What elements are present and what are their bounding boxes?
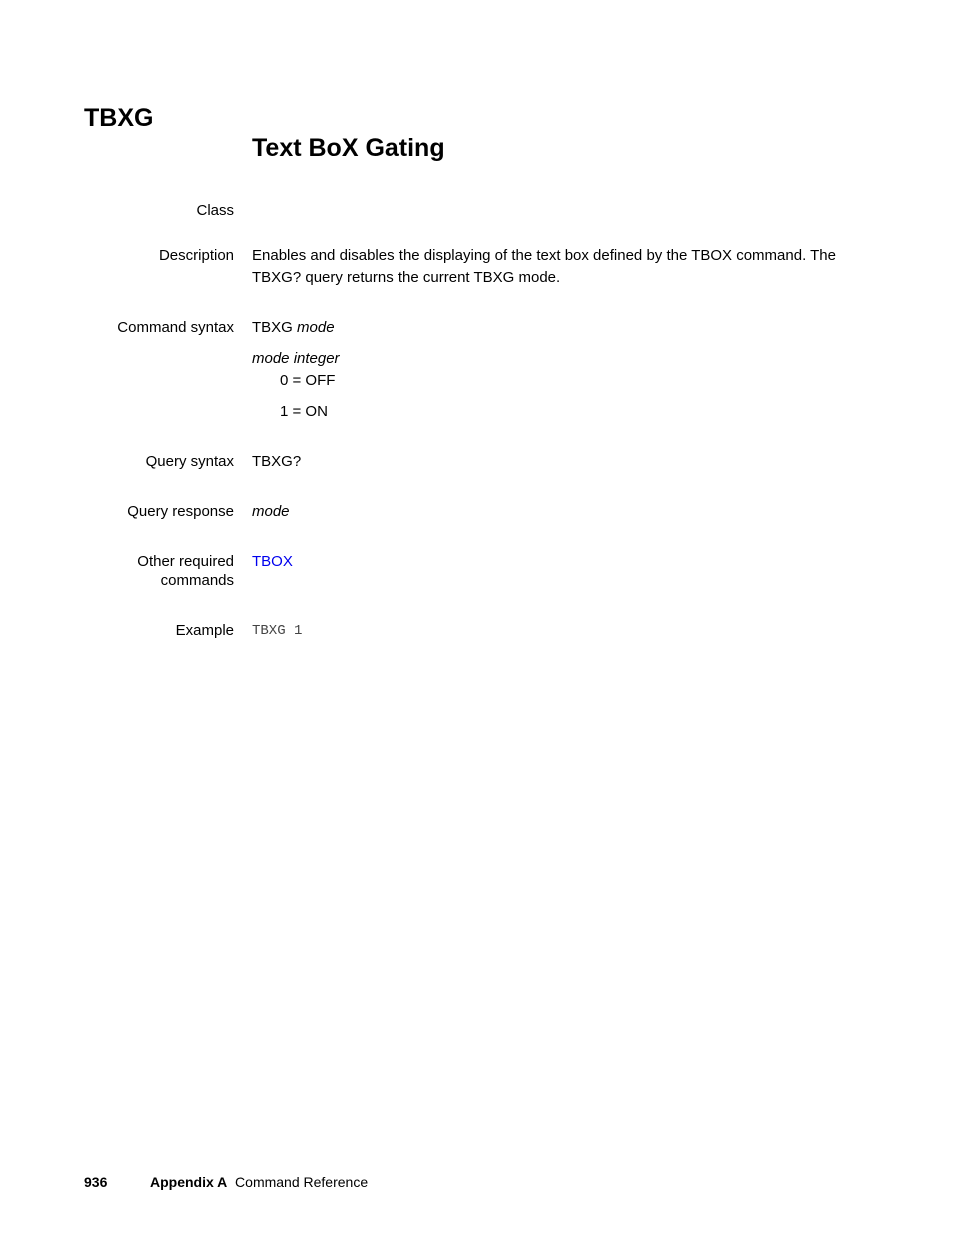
query-response-value: mode	[252, 503, 290, 520]
command-syntax-content	[252, 317, 872, 423]
command-code-heading: TBXG	[84, 104, 154, 132]
footer-appendix: Appendix A	[150, 1174, 228, 1190]
param-value-off: 0 = OFF	[280, 372, 336, 389]
param-value-on: 1 = ON	[280, 403, 328, 420]
other-required-label-line2: commands	[160, 572, 234, 589]
description-label: Description	[158, 247, 234, 264]
command-title-heading: Text BoX Gating	[252, 134, 445, 162]
command-syntax-line	[252, 317, 872, 339]
example-code: TBXG 1	[252, 623, 303, 639]
other-required-label-line1: Other required	[137, 553, 234, 570]
description-text: Enables and disables the displaying of the text box defined by the TBOX command. The TBXG? query returns the current TBXG mode.	[252, 247, 836, 286]
query-syntax-value: TBXG?	[252, 453, 302, 470]
other-required-content	[252, 551, 872, 573]
tbox-link[interactable]: TBOX	[252, 553, 293, 570]
param-definition: mode integer	[252, 350, 340, 367]
class-label: Class	[196, 202, 234, 219]
example-label: Example	[175, 622, 234, 639]
query-response-label: Query response	[127, 503, 234, 520]
command-syntax-label: Command syntax	[117, 319, 234, 336]
query-syntax-label: Query syntax	[145, 453, 234, 470]
command-syntax-param: mode	[297, 319, 335, 336]
page-footer	[84, 1172, 368, 1192]
page-number: 936	[84, 1174, 108, 1190]
footer-section: Command Reference	[235, 1174, 369, 1190]
other-required-label	[34, 552, 234, 590]
command-syntax-command: TBXG	[252, 319, 293, 336]
